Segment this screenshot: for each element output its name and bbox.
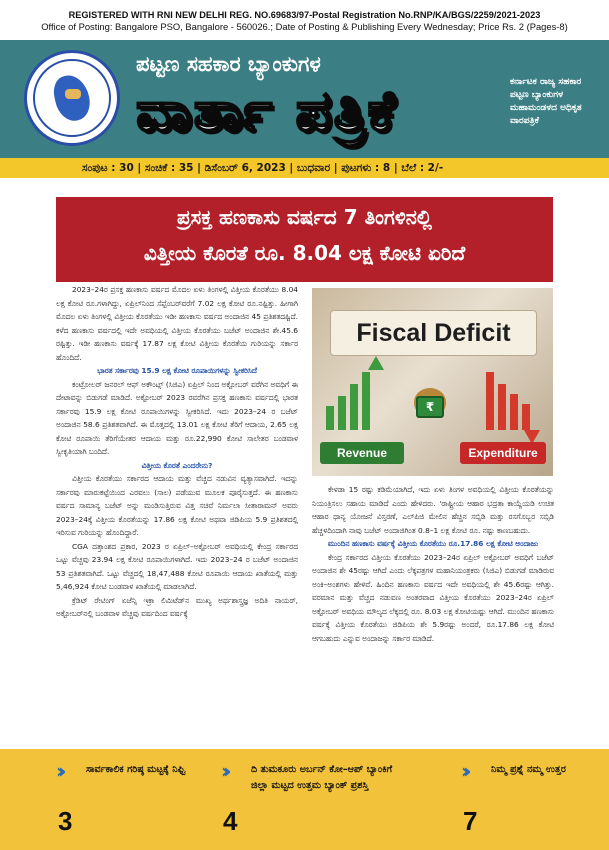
expenditure-bar bbox=[486, 372, 494, 430]
figure-label-expenditure: Expenditure bbox=[460, 442, 546, 464]
masthead-subtitle: ಪಟ್ಟಣ ಸಹಕಾರ ಬ್ಯಾಂಕುಗಳ bbox=[136, 52, 321, 76]
section-heading: ಮುಂದಿನ ಹಣಕಾಸು ವರ್ಷಕ್ಕೆ ವಿತ್ತೀಯ ಕೊರತೆಯು ರೂ.17.86 ಲಕ್ಷ ಕೋಟಿ ಅಂದಾಜು bbox=[327, 539, 539, 548]
issue-info: ಸಂಪುಟ : 30 | ಸಂಚಿಕೆ : 35 | ಡಿಸೆಂಬರ್ 6, 2023 | ಬುಧವಾರ | ಪುಟಗಳು : 8 | ಬೆಲೆ : 2/- bbox=[82, 162, 444, 174]
article-left-column bbox=[56, 283, 298, 621]
rupee-note-icon: ₹ bbox=[416, 396, 444, 418]
article-paragraph: ಕಂಟ್ರೋಲರ್ ಜನರಲ್ ಆಫ್ ಅಕೌಂಟ್ಸ್ (ಸಿಜಿಎ) ಏಪ್ರಿಲ್ ನಿಂದ ಅಕ್ಟೋಬರ್ ವರೆಗಿನ ಅವಧಿಗೆ ಈ ದೇಟಾವನ್ನು ಬಿಡುಗಡೆ ಮಾಡಿದೆ. ಅಕ್ಟೋಬರ್ 2023 ರವರೆಗಿನ ಪ್ರಸಕ್ತ ಹಣಕಾಸು ವರ್ಷದಲ್ಲಿ ಭಾರತ ಸರ್ಕಾರವು 15.9 ಲಕ್ಷ ಕೋಟಿ ರೂಪಾಯಿಗಳನ್ನು ಸ್ವೀಕರಿಸಿದೆ. ಇದು 2023–24 ರ ಬಜೆಟ್ ಅಂದಾಜಿನ 58.6 ಪ್ರತಿಶತವಾಗಿದೆ. ಈ ಮೊತ್ತದಲ್ಲಿ 13.01 ಲಕ್ಷ ಕೋಟಿ ತೆರಿಗೆ ಆದಾಯ, 2.65 ಲಕ್ಷ ಕೋಟಿ ರೂಪಾಯಿ ತೆರಿಗೆಯೇತರ ಆದಾಯ ಮತ್ತು ರೂ.22,990 ಕೋಟಿ ಸಾಲೇತರ ಬಂಡವಾಳ ಸ್ವೀಕೃತಿಯಾಗಿ ಬಂದಿದೆ. bbox=[56, 379, 298, 456]
headline-line-1: ಪ್ರಸಕ್ತ ಹಣಕಾಸು ವರ್ಷದ 7 ತಿಂಗಳಿನಲ್ಲಿ bbox=[176, 205, 432, 229]
footer-item[interactable] bbox=[221, 758, 401, 844]
double-chevron-right-icon: ›› bbox=[461, 759, 466, 783]
up-arrow-icon bbox=[368, 356, 384, 370]
section-heading: ವಿತ್ತೀಯ ಕೊರತೆ ಎಂದರೇನು? bbox=[141, 460, 213, 470]
federation-logo-icon bbox=[24, 50, 120, 146]
footer-page-number: 3 bbox=[58, 806, 73, 836]
footer-item-text: ದಿ ತುಮಕೂರು ಅರ್ಬನ್ ಕೋ–ಆಪ್ ಬ್ಯಾಂಕಿಗೆ ಜಿಲ್ಲಾ ಮಟ್ಟದ ಉತ್ತಮ ಬ್ಯಾಂಕ್ ಪ್ರಶಸ್ತಿ bbox=[251, 764, 393, 791]
article-paragraph: ವಿತ್ತೀಯ ಕೊರತೆಯು ಸರ್ಕಾರದ ಆದಾಯ ಮತ್ತು ವೆಚ್ಚದ ನಡುವಿನ ವ್ಯತ್ಯಾಸವಾಗಿದೆ. ಇದನ್ನು ಸರ್ಕಾರವು ಮಾರುಕಟ್ಟೆಯಿಂದ ಎರವಲು (ಸಾಲ) ಪಡೆಯುವ ಮೂಲಕ ಪೂರೈಸುತ್ತದೆ. ಈ ಹಣಕಾಸು ವರ್ಷದ ಸಾಮಾನ್ಯ ಬಜೆಟ್ ಅನ್ನು ಮಂಡಿಸುತ್ತಿರುವ ವಿತ್ತ ಸಚಿವೆ ನಿರ್ಮಲಾ ಸೀತಾರಾಮನ್ ಅವರು 2023–24ಕ್ಕೆ ವಿತ್ತೀಯ ಕೊರತೆಯನ್ನು 17.86 ಲಕ್ಷ ಕೋಟಿ ಅಥವಾ ಜಿಡಿಪಿಯ 5.9 ಪ್ರತಿಶತದಲ್ಲಿ ಇರಿಸುವ ಗುರಿಯನ್ನು ಹೊಂದಿದ್ದಾರೆ. bbox=[56, 474, 298, 537]
figure-title: Fiscal Deficit bbox=[330, 310, 537, 356]
article-paragraph: ಕೇಂದ್ರ ಸರ್ಕಾರದ ವಿತ್ತೀಯ ಕೊರತೆಯು 2023–24ರ ಏಪ್ರಿಲ್ ಅಕ್ಟೋಬರ್ ಅವಧಿಗೆ ಬಜೆಟ್ ಅಂದಾಜಿನ ಶೇ 45ರಷ್ಟು ಆಗಿದೆ ಎಂದು ಲೆಕ್ಕಪತ್ರಗಳ ಮಹಾನಿಯಂತ್ರಕರು (ಸಿಜಿಎ) ಬಿಡುಗಡೆ ಮಾಡಿರುವ ಅಂಕಿ–ಅಂಶಗಳು ಹೇಳಿವೆ. ಹಿಂದಿನ ಹಣಕಾಸು ವರ್ಷದ ಇದೇ ಅವಧಿಯಲ್ಲಿ ಶೇ 45.6ರಷ್ಟು ಆಗಿತ್ತು. ವರಮಾನ ಮತ್ತು ವೆಚ್ಚದ ನಡುವಣ ಅಂತರವಾದ ವಿತ್ತೀಯ ಕೊರತೆಯು 2023–24ರ ಏಪ್ರಿಲ್ ಅಕ್ಟೋಬರ್ ಅವಧಿಯ ಮೌಲ್ಯದ ಲೆಕ್ಕದಲ್ಲಿ ರೂ. 8.03 ಲಕ್ಷ ಕೋಟಿಯಷ್ಟು ಆಗಿದೆ. ಮುಂದಿನ ಹಣಕಾಸು ವರ್ಷಕ್ಕೆ ವಿತ್ತೀಯ ಕೊರತೆಯು ಜಿಡಿಪಿಯ ಶೇ 5.9ರಷ್ಟು ಅಂದರೆ, ರೂ.17.86 ಲಕ್ಷ ಕೋಟಿ ಆಗಬಹುದು ಎನ್ನುವ ಅಂದಾಜನ್ನು ಸರ್ಕಾರ ಮಾಡಿದೆ. bbox=[312, 552, 554, 643]
revenue-bar bbox=[362, 372, 370, 430]
headline-box bbox=[56, 197, 553, 282]
double-chevron-right-icon: ›› bbox=[56, 759, 61, 783]
revenue-bar bbox=[338, 396, 346, 430]
section-heading: ಭಾರತ ಸರ್ಕಾರವು 15.9 ಲಕ್ಷ ಕೋಟಿ ರೂಪಾಯಿಗಳನ್ನು ಸ್ವೀಕರಿಸಿದೆ bbox=[97, 366, 257, 375]
footer-page-number: 4 bbox=[223, 806, 238, 836]
headline-line-2: ವಿತ್ತೀಯ ಕೊರತೆ ರೂ. 8.04 ಲಕ್ಷ ಕೋಟಿ ಏರಿದೆ bbox=[143, 241, 466, 265]
masthead-side-note: ಕರ್ನಾಟಕ ರಾಜ್ಯ ಸಹಕಾರ ಪಟ್ಟಣ ಬ್ಯಾಂಕುಗಳ ಮಹಾಮಂಡಳದ ಅಧಿಕೃತ ವಾರಪತ್ರಿಕೆ bbox=[510, 77, 582, 126]
issue-info-bar bbox=[0, 158, 609, 178]
figure-label-revenue: Revenue bbox=[320, 442, 404, 464]
expenditure-bar bbox=[522, 404, 530, 430]
registration-line: REGISTERED WITH RNI NEW DELHI REG. NO.69683/97-Postal Registration No.RNP/KA/BGS/2259/2021-2023 bbox=[68, 10, 541, 20]
article-paragraph: ಕ್ರೆಡಿಟ್ ರೇಟಿಂಗ್ ಏಜೆನ್ಸಿ ಇಕ್ರಾ ಲಿಮಿಟೆಡ್‌ನ ಮುಖ್ಯ ಅರ್ಥಶಾಸ್ತ್ರಜ್ಞ ಅದಿತಿ ನಾಯರ್, ಅಕ್ಟೋಬರ್‌ನಲ್ಲಿ ಬಂಡವಾಳ ವೆಚ್ಚವು ವರ್ಷದಿಂದ ವರ್ಷಕ್ಕೆ bbox=[56, 595, 298, 618]
footer-item[interactable] bbox=[461, 758, 601, 844]
footer-item-text: ನಿಮ್ಮ ಪ್ರಶ್ನೆ ನಮ್ಮ ಉತ್ತರ bbox=[491, 764, 566, 775]
double-chevron-right-icon: ›› bbox=[221, 759, 226, 783]
expenditure-bar bbox=[510, 394, 518, 430]
article-paragraph: CGA ದತ್ತಾಂಶದ ಪ್ರಕಾರ, 2023 ರ ಏಪ್ರಿಲ್–ಅಕ್ಟೋಬರ್ ಅವಧಿಯಲ್ಲಿ ಕೇಂದ್ರ ಸರ್ಕಾರದ ಒಟ್ಟು ವೆಚ್ಚವು 23.94 ಲಕ್ಷ ಕೋಟಿ ರೂಪಾಯಿಗಳಾಗಿದೆ. ಇದು 2023–24 ರ ಬಜೆಟ್ ಅಂದಾಜಿನ 53 ಪ್ರತಿಶತವಾಗಿದೆ. ಒಟ್ಟು ವೆಚ್ಚದಲ್ಲಿ 18,47,488 ಕೋಟಿ ರೂಪಾಯಿ ಆದಾಯ ಖಾತೆಯಲ್ಲಿ ಮತ್ತು 5,46,924 ಕೋಟಿ ಬಂಡವಾಳ ಖಾತೆಯಲ್ಲಿ ಮಾಡಲಾಗಿದೆ. bbox=[56, 541, 298, 591]
fiscal-deficit-figure bbox=[312, 288, 553, 476]
footer-item[interactable] bbox=[56, 758, 236, 844]
expenditure-bar bbox=[498, 384, 506, 430]
footer-item-text: ಸಾರ್ವಕಾಲಿಕ ಗರಿಷ್ಠ ಮಟ್ಟಕ್ಕೆ ನಿಫ್ಟಿ bbox=[86, 764, 185, 775]
article-right-column bbox=[312, 483, 554, 645]
article-paragraph: 2023–24ರ ಪ್ರಸಕ್ತ ಹಣಕಾಸು ವರ್ಷದ ಮೊದಲ ಏಳು ತಿಂಗಳಲ್ಲಿ ವಿತ್ತೀಯ ಕೊರತೆಯು 8.04 ಲಕ್ಷ ಕೋಟಿ ರೂ.ಗಳಾಗಿದ್ದು, ಏಪ್ರಿಲ್‌ನಿಂದ ಸೆಪ್ಟೆಂಬರ್‌ವರೆಗೆ 7.02 ಲಕ್ಷ ಕೋಟಿ ರೂ.ನಷ್ಟಿತ್ತು. ಹೀಗಾಗಿ ಮೊದಲ ಏಳು ತಿಂಗಳಲ್ಲಿ ವಿತ್ತೀಯ ಕೊರತೆಯು ಇಡೀ ಹಣಕಾಸು ವರ್ಷದ ಅಂದಾಜಿನ 45 ಪ್ರತಿಶತದಷ್ಟಿದೆ. ಕಳೆದ ಹಣಕಾಸು ವರ್ಷದಲ್ಲಿ ಇದೇ ಅವಧಿಯಲ್ಲಿ ವಿತ್ತೀಯ ಕೊರತೆಯು ಬಜೆಟ್ ಅಂದಾಜಿನ ಶೇ.45.6 ರಷ್ಟಿತ್ತು. ಇಡೀ ಹಣಕಾಸು ವರ್ಷಕ್ಕೆ 17.87 ಲಕ್ಷ ಕೋಟಿ ವಿತ್ತೀಯ ಕೊರತೆಯ ಗುರಿಯನ್ನು ಸರ್ಕಾರ ಹೊಂದಿದೆ. bbox=[56, 285, 298, 362]
revenue-bar bbox=[326, 406, 334, 430]
posting-line: Office of Posting: Bangalore PSO, Bangalore - 560026.; Date of Posting & Publishing Every Wednesday; Price Rs. 2 (Pages-8) bbox=[41, 21, 568, 32]
handshake-icon bbox=[65, 89, 81, 99]
revenue-bar bbox=[350, 384, 358, 430]
footer-page-number: 7 bbox=[463, 806, 478, 836]
article-paragraph: ಕೇಳಡಾ 15 ರಷ್ಟು ಕಡಿಮೆಯಾಗಿದೆ, ಇದು ಏಳು ತಿಂಗಳ ಅವಧಿಯಲ್ಲಿ ವಿತ್ತೀಯ ಕೊರತೆಯನ್ನು ನಿಯಂತ್ರಿಸಲು ಸಹಾಯ ಮಾಡಿದೆ ಎಂದು ಹೇಳಿದರು. 'ರಾಷ್ಟ್ರೀಯ ಆಹಾರ ಭದ್ರತಾ ಕಾಯ್ದೆಯಡಿ ಉಚಿತ ಆಹಾರ ಧಾನ್ಯ ಯೋಜನೆ ವಿಸ್ತರಣೆ, ಎಲ್‌ಪಿಜಿ ಮೇಲಿನ ಹೆಚ್ಚಿನ ಸಬ್ಸಿಡಿ ಮತ್ತು ರಸಗೊಬ್ಬರ ಸಬ್ಸಿಡಿ ಹೆಚ್ಚಳದಿಂದಾಗಿ ನಾವು ಬಜೆಟ್ ಅಂದಾಜಿಗಿಂತ 0.8–1 ಲಕ್ಷ ಕೋಟಿ ರೂ. ನಷ್ಟು ಕಾಣಬಹುದು. bbox=[312, 485, 554, 535]
masthead-title: ವಾರ್ತಾ ಪತ್ರಿಕೆ bbox=[136, 78, 398, 144]
